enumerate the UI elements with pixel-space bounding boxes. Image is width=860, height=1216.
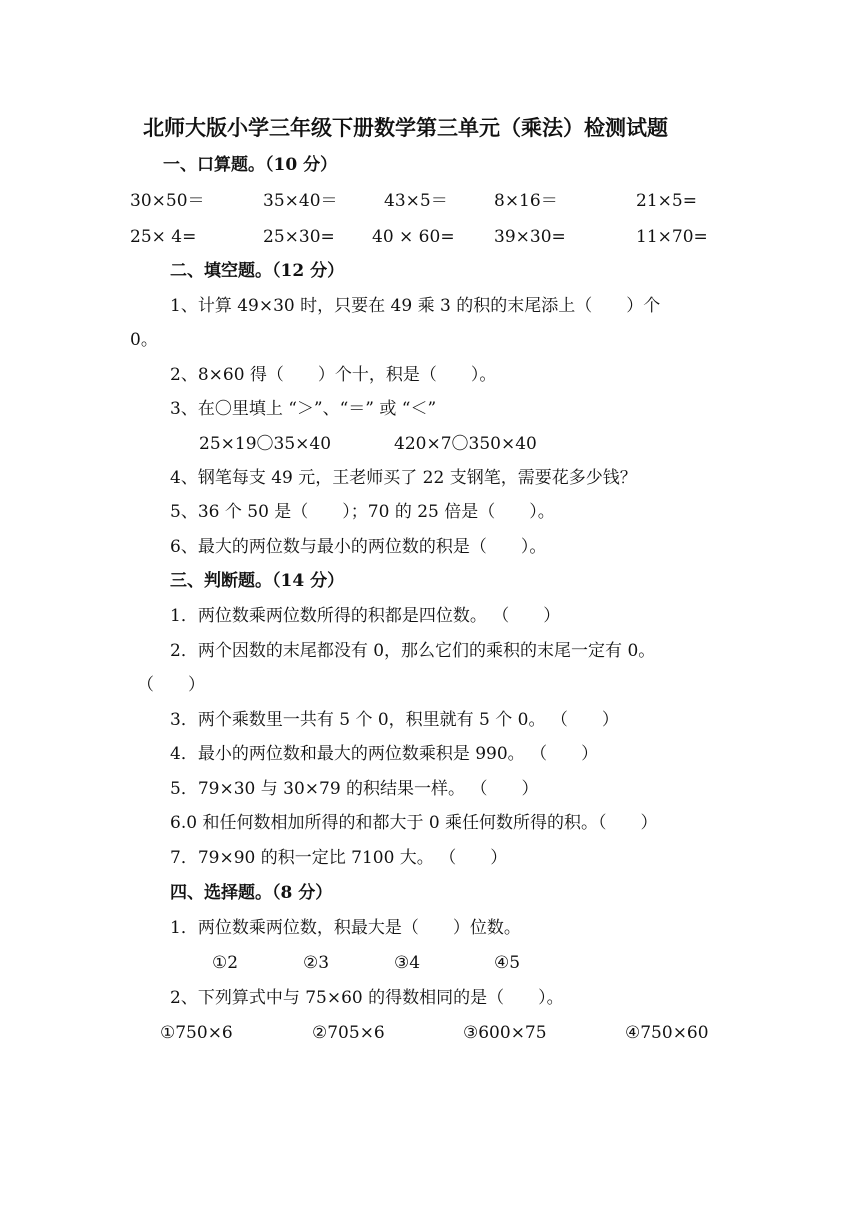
compare-item: 25×19〇35×40 (199, 434, 332, 454)
judge-question-6: 6.0 和任何数相加所得的和都大于 0 乘任何数所得的积。（ ） (170, 813, 658, 833)
oral-item: 21×5= (636, 191, 697, 211)
oral-item: 25×30= (263, 227, 335, 247)
choice-option: ①2 (212, 953, 239, 973)
oral-item: 30×50＝ (130, 191, 205, 211)
section-heading-oral: 一、口算题。（10 分） (163, 155, 338, 175)
choice-question-2: 2、下列算式中与 75×60 的得数相同的是（ ）。 (170, 988, 564, 1008)
oral-item: 40 × 60= (372, 227, 455, 247)
oral-item: 39×30= (494, 227, 566, 247)
section-heading-judge: 三、判断题。（14 分） (170, 571, 345, 591)
fill-question-4: 4、钢笔每支 49 元，王老师买了 22 支钢笔，需要花多少钱？ (170, 468, 637, 488)
compare-item: 420×7〇350×40 (394, 434, 537, 454)
choice-option: ①750×6 (160, 1023, 233, 1043)
judge-question-4: 4．最小的两位数和最大的两位数乘积是 990。 （ ） (170, 744, 599, 764)
judge-question-1: 1．两位数乘两位数所得的积都是四位数。 （ ） (170, 606, 561, 626)
choice-option: ④5 (494, 953, 521, 973)
fill-question-5: 5、36 个 50 是（ ）；70 的 25 倍是（ ）。 (170, 502, 555, 522)
oral-item: 25× 4= (130, 227, 197, 247)
choice-option: ②3 (303, 953, 330, 973)
section-heading-fill: 二、填空题。（12 分） (170, 261, 345, 281)
oral-item: 43×5＝ (384, 191, 448, 211)
choice-question-1: 1．两位数乘两位数，积最大是（ ）位数。 (170, 918, 521, 938)
fill-question-3: 3、在〇里填上 “＞”、“＝” 或 “＜” (170, 399, 437, 419)
fill-question-1: 1、计算 49×30 时，只要在 49 乘 3 的积的末尾添上（ ）个 (170, 296, 661, 316)
judge-question-5: 5．79×30 与 30×79 的积结果一样。 （ ） (170, 779, 539, 799)
judge-question-3: 3．两个乘数里一共有 5 个 0，积里就有 5 个 0。 （ ） (170, 710, 619, 730)
choice-option: ④750×60 (625, 1023, 709, 1043)
fill-question-6: 6、最大的两位数与最小的两位数的积是（ ）。 (170, 537, 547, 557)
choice-option: ③600×75 (463, 1023, 547, 1043)
oral-item: 11×70= (636, 227, 708, 247)
page-title: 北师大版小学三年级下册数学第三单元（乘法）检测试题 (143, 115, 668, 140)
judge-question-2-cont: （ ） (137, 675, 205, 695)
oral-item: 35×40＝ (263, 191, 338, 211)
choice-option: ②705×6 (312, 1023, 385, 1043)
oral-item: 8×16＝ (494, 191, 558, 211)
fill-question-2: 2、8×60 得（ ）个十，积是（ ）。 (170, 365, 497, 385)
fill-question-1-cont: 0。 (130, 330, 158, 350)
section-heading-choice: 四、选择题。（8 分） (170, 883, 333, 903)
judge-question-2: 2．两个因数的末尾都没有 0，那么它们的乘积的末尾一定有 0。 (170, 641, 656, 661)
choice-option: ③4 (394, 953, 421, 973)
judge-question-7: 7．79×90 的积一定比 7100 大。 （ ） (170, 848, 508, 868)
